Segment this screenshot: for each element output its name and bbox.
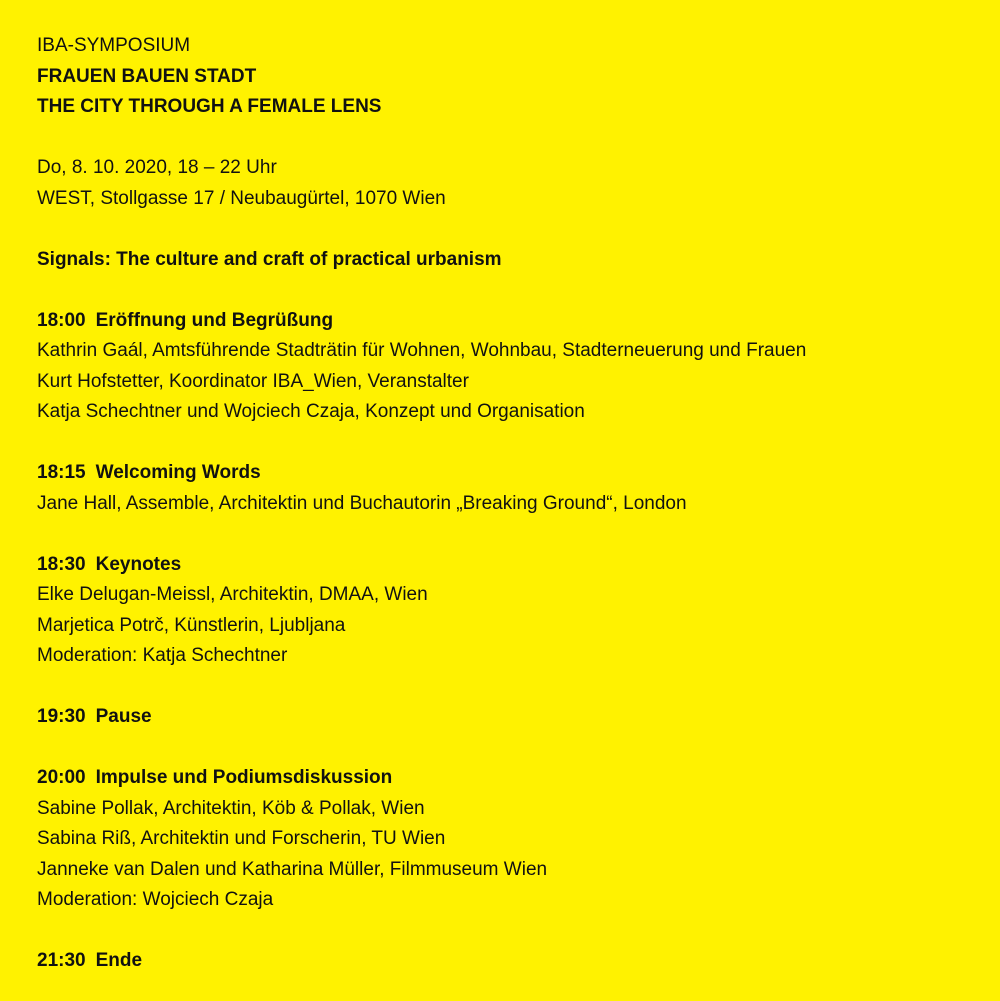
program-item-pause xyxy=(37,702,1000,733)
program-time: 18:00 xyxy=(37,309,86,331)
event-theme: Signals: The culture and craft of practical urbanism xyxy=(37,248,502,270)
program-detail: Moderation: Wojciech Czaja xyxy=(37,889,274,910)
program-item-heading xyxy=(37,946,1000,977)
program-item-heading xyxy=(37,702,1000,733)
program-detail: Elke Delugan-Meissl, Architektin, DMAA, Wien xyxy=(37,584,428,605)
program-detail: Kathrin Gaál, Amtsführende Stadträtin für Wohnen, Wohnbau, Stadterneuerung und Frauen xyxy=(37,340,807,361)
program-detail: Sabina Riß, Architektin und Forscherin, TU Wien xyxy=(37,828,446,849)
spacer xyxy=(37,214,1000,245)
program-detail: Moderation: Katja Schechtner xyxy=(37,645,288,666)
program-time: 20:00 xyxy=(37,767,86,788)
program-item-heading xyxy=(37,550,1000,581)
program-title: Keynotes xyxy=(95,553,182,575)
page-subtitle: THE CITY THROUGH A FEMALE LENS xyxy=(37,96,382,117)
program-item-opening xyxy=(37,306,1000,428)
program-item-panel xyxy=(37,763,1000,916)
program-title: Impulse und Podiumsdiskussion xyxy=(95,767,393,788)
symposium-kicker: IBA-SYMPOSIUM xyxy=(37,35,191,56)
program-detail: Sabine Pollak, Architektin, Köb & Pollak, Wien xyxy=(37,797,425,819)
program-detail: Jane Hall, Assemble, Architektin und Buchautorin „Breaking Ground“, London xyxy=(37,492,687,514)
program-item-heading xyxy=(37,458,1000,489)
program-detail: Janneke van Dalen und Katharina Müller, Filmmuseum Wien xyxy=(37,858,548,880)
program-time: 18:15 xyxy=(37,462,86,483)
program-item-keynotes xyxy=(37,550,1000,672)
program-title: Ende xyxy=(95,950,143,971)
page-title: FRAUEN BAUEN STADT xyxy=(37,65,257,87)
event-date: Do, 8. 10. 2020, 18 – 22 Uhr xyxy=(37,157,277,178)
program-item-heading xyxy=(37,306,1000,337)
spacer xyxy=(37,916,1000,947)
program-item-welcoming xyxy=(37,458,1000,519)
program-title: Eröffnung und Begrüßung xyxy=(95,309,334,331)
program-title: Welcoming Words xyxy=(95,462,261,483)
program-time: 18:30 xyxy=(37,553,86,575)
program-time: 19:30 xyxy=(37,706,86,727)
program-detail: Marjetica Potrč, Künstlerin, Ljubljana xyxy=(37,614,346,636)
spacer xyxy=(37,275,1000,306)
event-venue: WEST, Stollgasse 17 / Neubaugürtel, 1070 Wien xyxy=(37,187,446,209)
spacer xyxy=(37,519,1000,550)
program-title: Pause xyxy=(95,706,152,727)
spacer xyxy=(37,733,1000,764)
spacer xyxy=(37,123,1000,154)
program-time: 21:30 xyxy=(37,950,86,971)
spacer xyxy=(37,428,1000,459)
program-detail: Katja Schechtner und Wojciech Czaja, Konzept und Organisation xyxy=(37,401,585,422)
program-item-end xyxy=(37,946,1000,977)
program-detail: Kurt Hofstetter, Koordinator IBA_Wien, Veranstalter xyxy=(37,370,469,392)
program-item-heading xyxy=(37,763,1000,794)
spacer xyxy=(37,672,1000,703)
